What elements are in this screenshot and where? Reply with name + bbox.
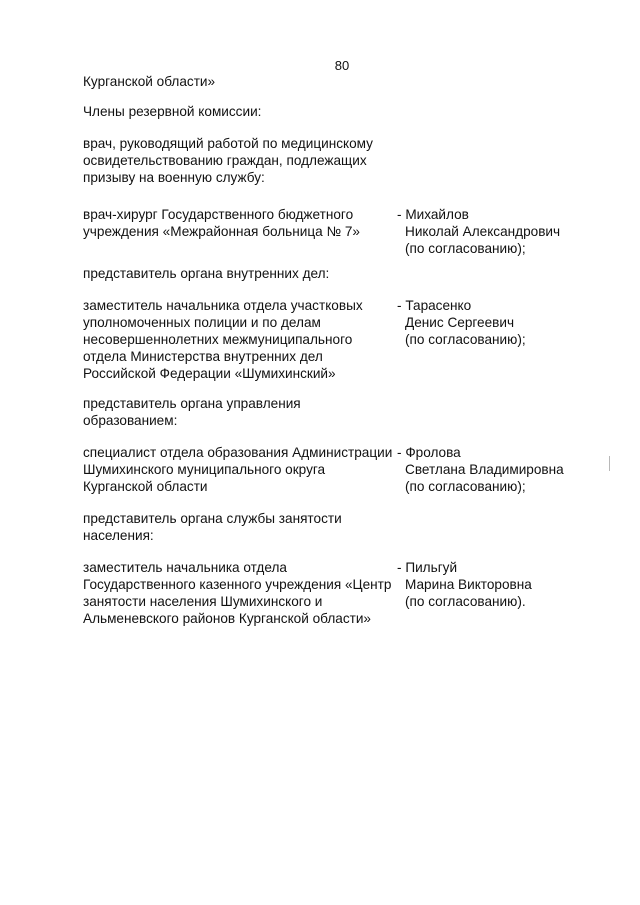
page-number: 80 (334, 58, 350, 73)
member-surname: Фролова (405, 445, 461, 460)
member-given-names: Денис Сергеевич (405, 315, 515, 330)
reserve-commission-heading: Члены резервной комиссии: (83, 104, 262, 119)
section-education-label: представитель органа управления образованием: (83, 396, 301, 428)
section-medical-label: врач, руководящий работой по медицинскому освидетельствованию граждан, подлежащих призыву на военную службу: (83, 136, 373, 185)
member-row-police (83, 297, 583, 382)
member-note: (по согласованию). (405, 594, 526, 609)
member-given-names: Николай Александрович (405, 224, 561, 239)
document-body (83, 73, 583, 627)
member-row-education (83, 444, 583, 495)
member-position: врач-хирург Государственного бюджетного учреждения «Межрайонная больница № 7» (83, 207, 360, 239)
member-position: заместитель начальника отдела Государственного казенного учреждения «Центр занятости населения Шумихинского и Альменевского районов Курганской области» (83, 560, 392, 626)
member-dash: - (397, 560, 402, 575)
member-note: (по согласованию); (405, 332, 526, 347)
member-dash: - (397, 207, 402, 222)
member-surname: Тарасенко (405, 298, 472, 313)
intro-line: Курганской области» (83, 74, 216, 89)
member-given-names: Светлана Владимировна (405, 462, 564, 477)
member-position: специалист отдела образования Администрации Шумихинского муниципального округа Курганской области (83, 445, 393, 494)
member-row-medical (83, 206, 583, 256)
member-note: (по согласованию); (405, 241, 526, 256)
member-name-block (397, 297, 587, 348)
member-dash: - (397, 445, 402, 460)
section-police-label: представитель органа внутренних дел: (83, 266, 330, 281)
member-position: заместитель начальника отдела участковых уполномоченных полиции и по делам несовершеннолетних межмуниципального отдела Министерства внутренних дел Российской Федерации «Шумихинский» (83, 298, 363, 381)
member-dash: - (397, 298, 402, 313)
member-name-block (397, 559, 587, 610)
member-given-names: Марина Викторовна (405, 577, 532, 592)
member-surname: Пильгуй (405, 560, 458, 575)
member-surname: Михайлов (405, 207, 469, 222)
member-name-block (397, 444, 587, 495)
section-employment-label: представитель органа службы занятости населения: (83, 511, 342, 543)
scan-edge-mark (609, 456, 610, 471)
member-name-block (397, 206, 587, 257)
member-note: (по согласованию); (405, 479, 526, 494)
member-row-employment (83, 559, 583, 627)
